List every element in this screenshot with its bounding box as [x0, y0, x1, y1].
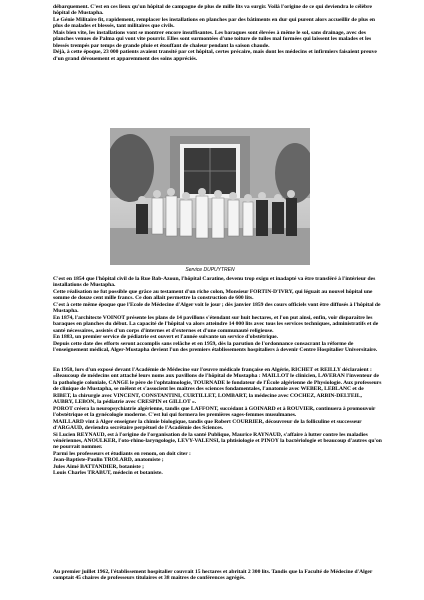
paragraph: Jules Aimé BATTANDIER, botaniste ;	[53, 463, 144, 470]
paragraph: C'est à cette même époque que l'Ecole de Médecine d'Alger voit le jour ; dès janvier 1859 des cours officiels vont être diffusés à l'hôpital de Mustapha.	[53, 301, 381, 315]
photo-image	[110, 128, 310, 265]
paragraph: Si Lucien REYNAUD, est à l'origine de l'organisation de la santé Publique, Maurice RAYNAUD, s'affaire à lutter contre les maladies vénériennes, ANOULKER, l'oto-rhino-laryngologie, LEVY-VALENSI, la phtisiologie et PINOY la bactériologie et beaucoup d'autres qu'on ne pourrait nommer.	[53, 431, 382, 451]
paragraph: Au premier juillet 1962, l'établissement hospitalier couvrait 15 hectares et abritait 2 300 lits. Tandis que la Faculté de Médecine d'Alger comptait 45 chaires de professeurs titulaires et 38 maîtres de conférences agrégés.	[53, 569, 373, 582]
paragraph: C'est en 1854 que l'hôpital civil de la Rue Bab-Azoun, l'hôpital Caratine, devenu trop exigu et inadapté va être transféré à l'intérieur des installations de Mustapha.	[53, 276, 376, 289]
history-section	[53, 276, 383, 353]
paragraph: Déjà, à cette époque, 23 000 patients avaient transité par cet hôpital, certes précaire, mais dont les médecins et infirmiers faisaient preuve d'un grand dévouement et apparemment des soins appréciés.	[53, 49, 377, 62]
paragraph: «Beaucoup de médecins ont attaché leurs noms aux pavillons de l'hôpital de Mustapha : MAILLOT le clinicien, LAVERAN l'inventeur de la pathologie coloniale, CANGE le père de l'ophtalmologie, TOURNADE le fondateur de l'École algérienne de Physiologie. Aux professeurs de clinique de Mustapha, se mêlent et s'associent les maîtres des sciences fondamentales, l'anatomie avec WEBER, LEBLANC et de RIBET, la chirurgie avec VINCENT, CONSTANTINI, CURTILLET, LOMBART, la médecine avec COCHEZ, ARBIN-DELTEIL, AUBRY, LEBON, la pédiatrie avec CRESPIN et GILLOT ».	[53, 373, 382, 406]
paragraph: Depuis cette date des efforts seront accomplis sans relâche et en 1959, dès la parution de l'ordonnance consacrant la réforme de l'enseignement médical, Alger-Mustapha devient l'un des premiers établissements hospitaliers à devenir Centre Hospitalier Universitaire.	[53, 340, 378, 353]
paragraph: En 1883, un premier service de pédiatrie est ouvert et l'année suivante un service d'obstétrique.	[53, 334, 278, 341]
paragraph: Mais bien vite, les installations vont se montrer encore insuffisantes. Les baraques sont élevées à même le sol, sans drainage, avec des planches venues de Palma qui vont vite pourrir. Elles sont surmontées d'une toiture de tuiles mal formées qui laissent les malades et les blessés trempés par temps de grande pluie et étouffant de chaleur pendant la saison chaude.	[53, 29, 372, 49]
paragraph: POROT créera la neuropsychiatrie algérienne, tandis que LAFFONT, succédant à GOINARD et à ROUVIER, continuera à promouvoir l'obstétrique et la gynécologie moderne. C'est lui qui formera les premières sages-femmes musulmanes.	[53, 405, 376, 419]
closing-section	[53, 569, 383, 582]
paragraph: Louis Charles TRABUT, médecin et botaniste.	[53, 470, 163, 477]
paragraph: Le Génie Militaire fit, rapidement, remplacer les installations en planches par des bâtiments en dur qui purent alors accueillir de plus en plus de malades et blessés, tant militaires que civils.	[53, 16, 376, 30]
photo-caption: Service DUPUYTREN	[185, 267, 235, 273]
paragraph: débarquement. C'est en ces lieux qu'un hôpital de campagne de plus de mille lits va surgir. Voilà l'origine de ce qui deviendra le célèbre hôpital de Mustapha.	[53, 4, 372, 17]
paragraph: Cette réalisation ne fut possible que grâce au testament d'un riche colon, Monsieur FORTIN-D'IVRY, qui léguait au nouvel hôpital une somme de douze cent mille francs. Ce don allait permettre la construction de 600 lits.	[53, 288, 373, 302]
paragraph: MAILLARD vint à Alger enseigner la chimie biologique, tandis que Robert COURRIER, découvreur de la folliculine et successeur d'ARGAUD, deviendra secrétaire perpétuel de l'Académie des Sciences.	[53, 418, 362, 432]
paragraph: En 1958, lors d'un exposé devant l'Académie de Médecine sur l'œuvre médicale française en Algérie, RICHET et REILLY déclaraient :	[53, 367, 372, 373]
paragraph: Jean-Baptiste-Paulin TROLARD, anatomiste ;	[53, 457, 164, 464]
intro-section	[53, 4, 383, 62]
academy-section	[53, 367, 383, 477]
service-photo	[110, 128, 310, 265]
paragraph: En 1874, l'architecte VOINOT présente les plans de 14 pavillons s'étendant sur huit hectares, et l'on put ainsi, enfin, voir disparaître les baraques en planches du début. La capacité de l'hôpital va alors atteindre 14 000 lits avec tous les services techniques, administratifs et de santé nécessaires, assistés d'un corps d'internes et d'externes et d'une communauté religieuse.	[53, 314, 379, 334]
paragraph: Parmi les professeurs et étudiants en renom, on doit citer :	[53, 450, 191, 457]
